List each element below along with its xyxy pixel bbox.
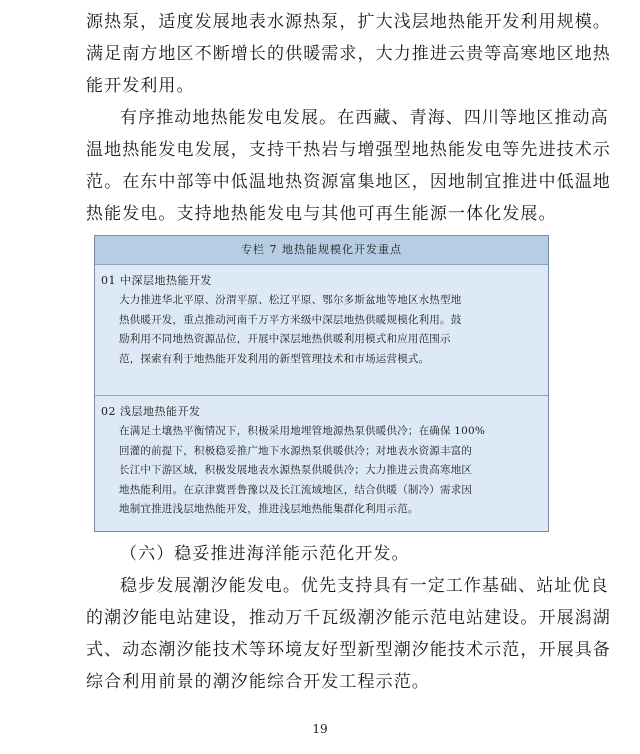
paragraph-line: 的潮汐能电站建设，推动万千瓦级潮汐能示范电站建设。开展潟湖 bbox=[86, 608, 611, 628]
bottom-paragraphs bbox=[86, 538, 611, 698]
paragraph-line: 满足南方地区不断增长的供暖需求，大力推进云贵等高寒地区地热 bbox=[86, 44, 611, 64]
paragraph-line: 源热泵，适度发展地表水源热泵，扩大浅层地热能开发利用规模。 bbox=[86, 12, 611, 32]
section-line: 回灌的前提下，积极稳妥推广地下水源热泵供暖供冷；对地表水资源丰富的 bbox=[119, 444, 473, 457]
section-heading-line: （六）稳妥推进海洋能示范化开发。 bbox=[120, 544, 410, 564]
paragraph-line: 稳步发展潮汐能发电。优先支持具有一定工作基础、站址优良 bbox=[120, 576, 609, 596]
section-line: 地制宜推进浅层地热能开发，推进浅层地热能集群化利用示范。 bbox=[119, 503, 419, 515]
section-line: 范，探索有利于地热能开发利用的新型管理技术和市场运营模式。 bbox=[119, 352, 430, 365]
box-section-deep bbox=[95, 265, 548, 395]
paragraph-line: 有序推动地热能发电发展。在西藏、青海、四川等地区推动高 bbox=[120, 108, 609, 128]
section-line: 大力推进华北平原、汾渭平原、松辽平原、鄂尔多斯盆地等地区水热型地 bbox=[119, 294, 462, 306]
section-line: 长江中下游区域，积极发展地表水源热泵供暖供冷；大力推进云贵高寒地区 bbox=[119, 464, 473, 476]
box-title: 专栏 7 地热能规模化开发重点 bbox=[95, 236, 548, 265]
paragraph-line: 热能发电。支持地热能发电与其他可再生能源一体化发展。 bbox=[86, 204, 557, 224]
section-line: 在满足土壤热平衡情况下，积极采用地埋管地源热泵供暖供冷；在确保 100% bbox=[119, 425, 486, 437]
paragraph-line: 温地热能发电发展，支持干热岩与增强型地热能发电等先进技术示 bbox=[86, 140, 611, 160]
section-line: 地热能利用。在京津冀晋鲁豫以及长江流域地区，结合供暖（制冷）需求因 bbox=[119, 483, 473, 496]
section-line: 热供暖开发，重点推动河南千万平方米级中深层地热供暖规模化利用。鼓 bbox=[119, 313, 462, 326]
section-heading: 02 浅层地热能开发 bbox=[101, 405, 201, 418]
section-line: 励利用不同地热资源品位，开展中深层地热供暖利用模式和应用范围示 bbox=[119, 333, 451, 345]
page-number: 19 bbox=[312, 722, 328, 736]
paragraph-line: 式、动态潮汐能技术等环境友好型新型潮汐能技术示范，开展具备 bbox=[86, 640, 611, 660]
paragraph-line: 综合利用前景的潮汐能综合开发工程示范。 bbox=[86, 672, 430, 692]
section-heading: 01 中深层地热能开发 bbox=[101, 274, 212, 287]
paragraph-line: 能开发利用。 bbox=[86, 76, 195, 96]
box-section-shallow bbox=[95, 395, 548, 524]
feature-box bbox=[94, 235, 549, 532]
top-paragraphs bbox=[86, 6, 611, 230]
paragraph-line: 范。在东中部等中低温地热资源富集地区，因地制宜推进中低温地 bbox=[86, 172, 611, 192]
